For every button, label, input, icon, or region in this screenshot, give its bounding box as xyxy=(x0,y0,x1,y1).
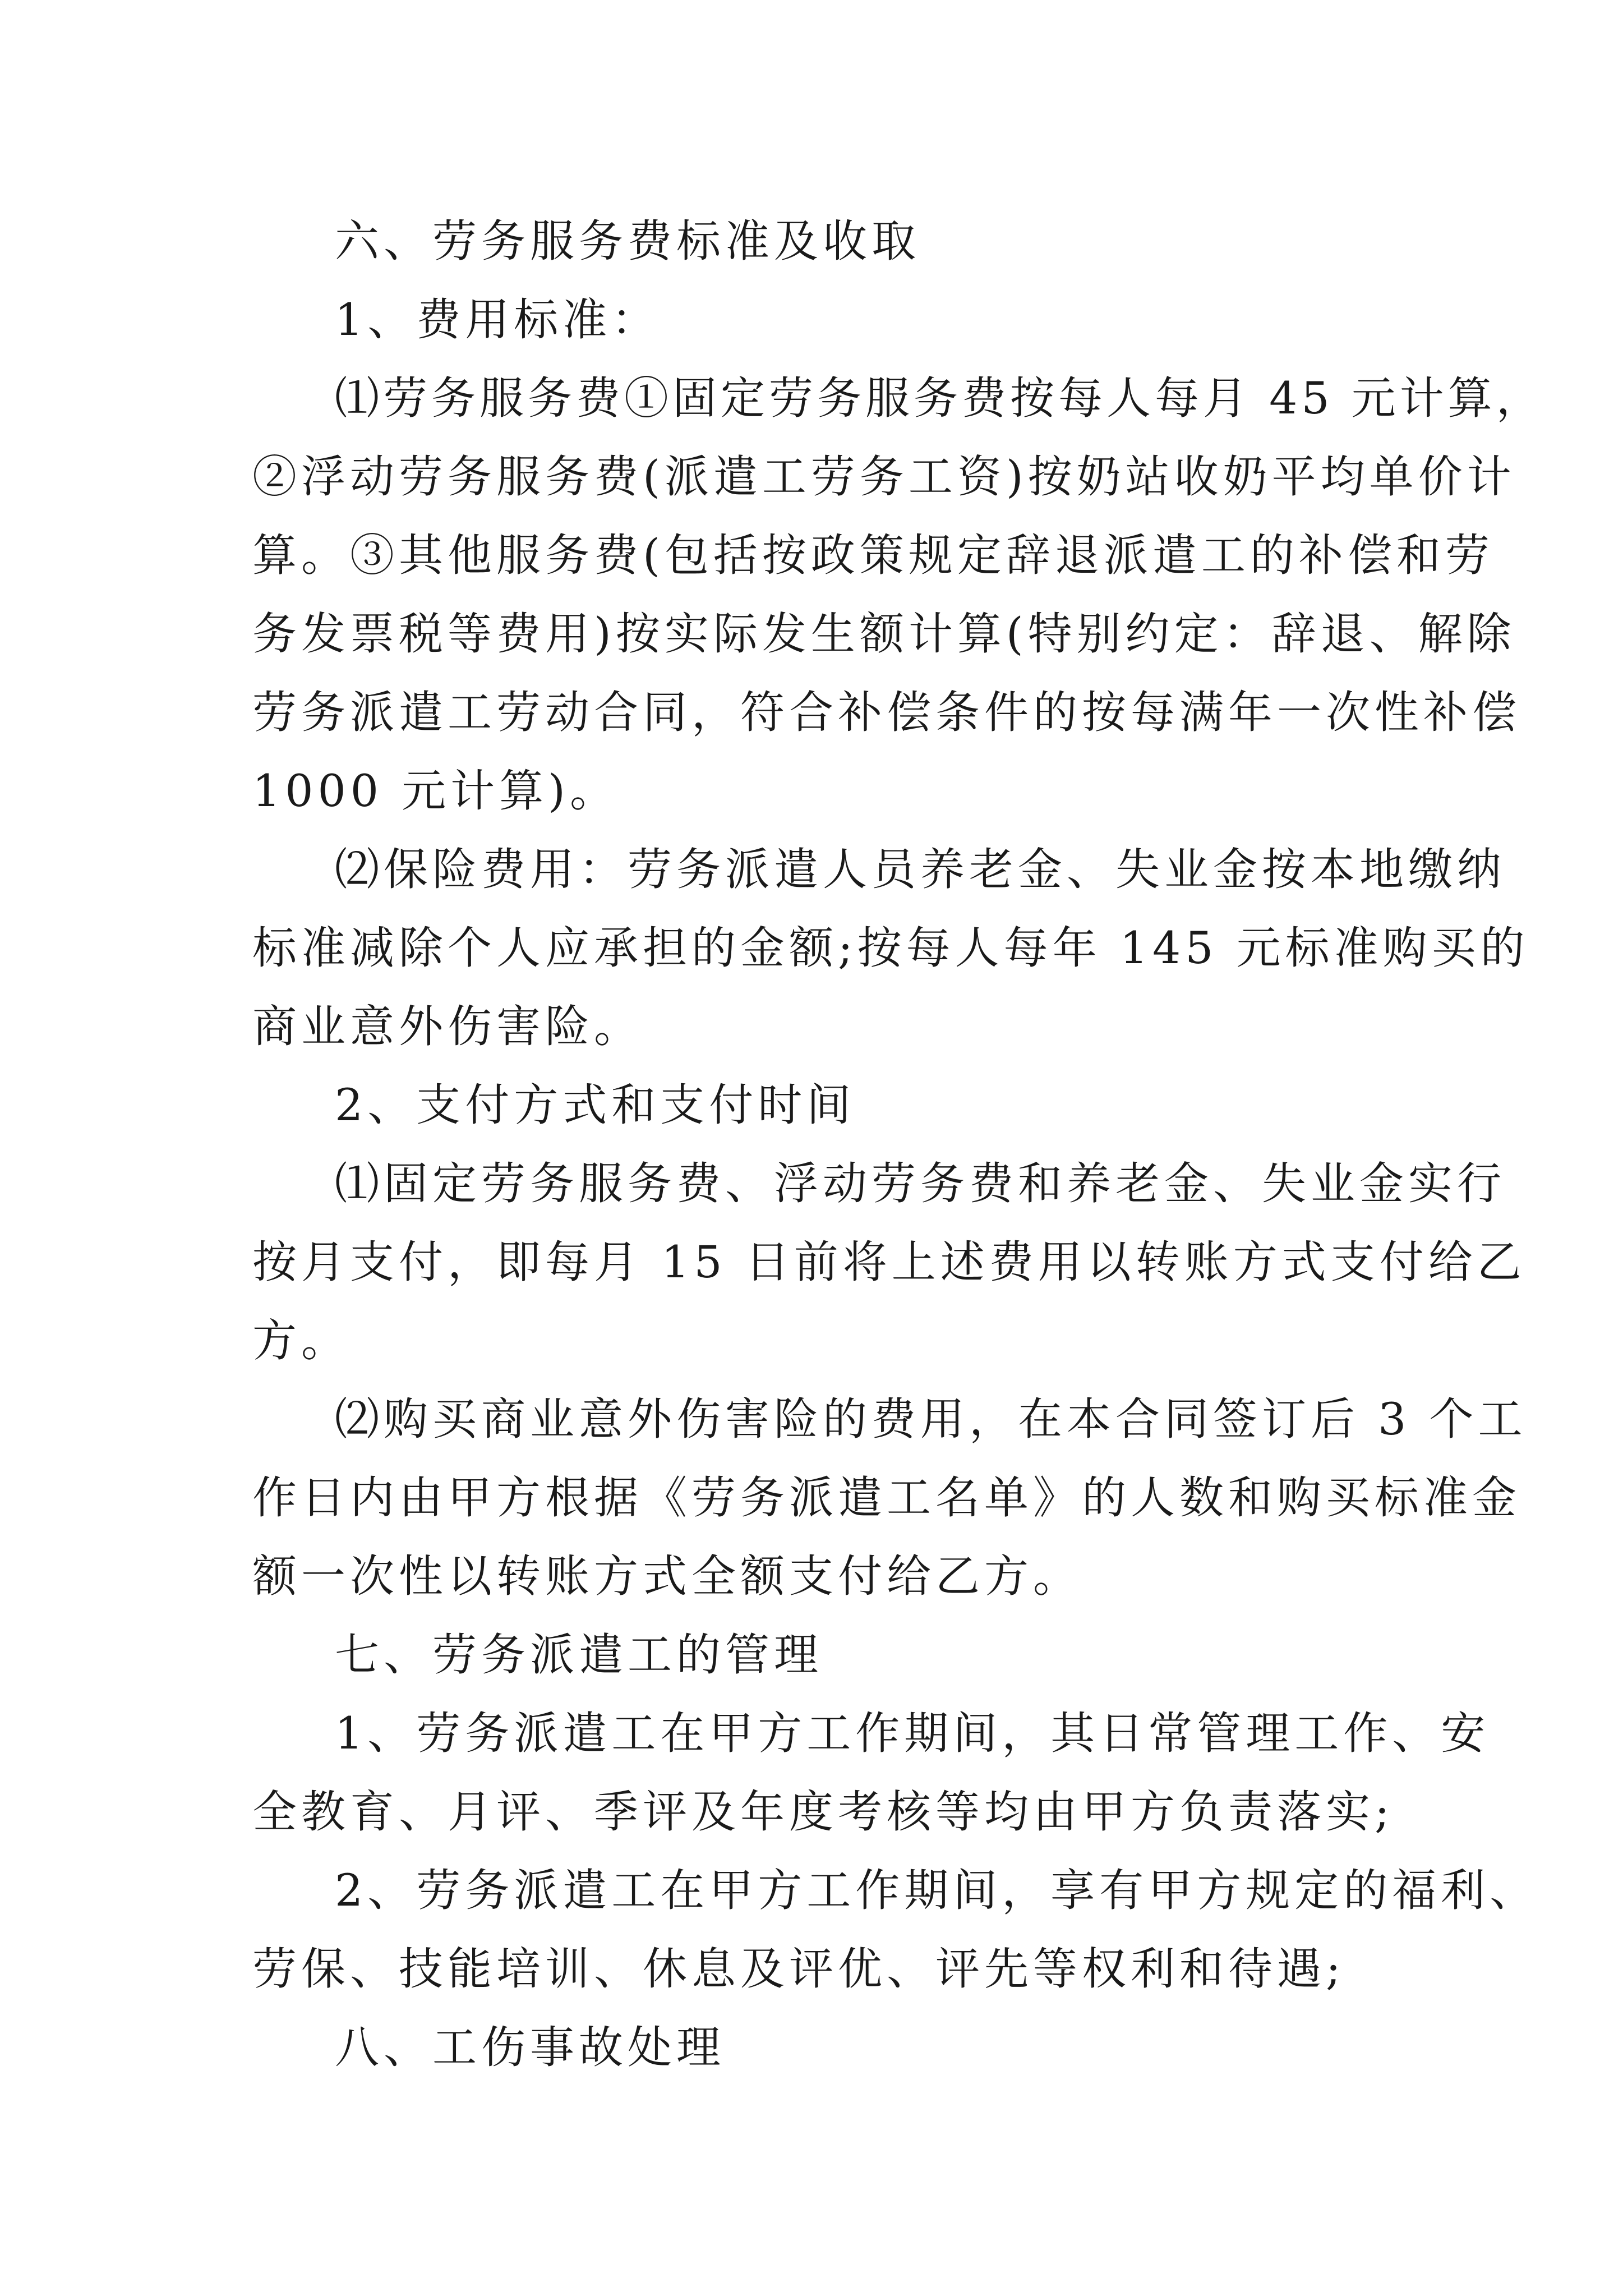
paragraph-line: 1000 元计算)。 xyxy=(252,765,619,817)
paragraph-line: 劳保、技能培训、休息及评优、评先等权利和待遇; xyxy=(252,1943,1345,1995)
paragraph-line: ⑵购买商业意外伤害险的费用，在本合同签订后 3 个工 xyxy=(335,1393,1527,1445)
paragraph-line: 全教育、月评、季评及年度考核等均由甲方负责落实; xyxy=(252,1786,1394,1838)
paragraph-line: ⑴劳务服务费①固定劳务服务费按每人每月 45 元计算， xyxy=(335,372,1544,424)
paragraph-line: ②浮动劳务服务费(派遣工劳务工资)按奶站收奶平均单价计 xyxy=(252,451,1516,503)
paragraph-line: 务发票税等费用)按实际发生额计算(特别约定：辞退、解除 xyxy=(252,608,1516,660)
subheading-fee-standard: 1、费用标准： xyxy=(335,294,661,346)
paragraph-line: 2、劳务派遣工在甲方工作期间，享有甲方规定的福利、 xyxy=(335,1865,1539,1916)
paragraph-line: 劳务派遣工劳动合同，符合补偿条件的按每满年一次性补偿 xyxy=(252,687,1521,738)
section-heading-7: 七、劳务派遣工的管理 xyxy=(335,1629,823,1681)
paragraph-line: 作日内由甲方根据《劳务派遣工名单》的人数和购买标准金 xyxy=(252,1472,1521,1524)
paragraph-line: ⑴固定劳务服务费、浮动劳务费和养老金、失业金实行 xyxy=(335,1158,1506,1209)
paragraph-line: 商业意外伤害险。 xyxy=(252,1001,643,1052)
subheading-payment: 2、支付方式和支付时间 xyxy=(335,1079,856,1131)
section-heading-8: 八、工伤事故处理 xyxy=(335,2022,725,2073)
section-heading-6: 六、劳务服务费标准及收取 xyxy=(335,215,920,267)
paragraph-line: 1、劳务派遣工在甲方工作期间，其日常管理工作、安 xyxy=(335,1708,1490,1759)
paragraph-line: 算。③其他服务费(包括按政策规定辞退派遣工的补偿和劳 xyxy=(252,530,1494,581)
paragraph-line: 按月支付，即每月 15 日前将上述费用以转账方式支付给乙 xyxy=(252,1236,1526,1288)
paragraph-line: ⑵保险费用：劳务派遣人员养老金、失业金按本地缴纳 xyxy=(335,844,1506,895)
paragraph-line: 额一次性以转账方式全额支付给乙方。 xyxy=(252,1550,1082,1602)
paragraph-line: 标准减除个人应承担的金额;按每人每年 145 元标准购买的 xyxy=(252,922,1529,974)
paragraph-line: 方。 xyxy=(252,1315,350,1366)
